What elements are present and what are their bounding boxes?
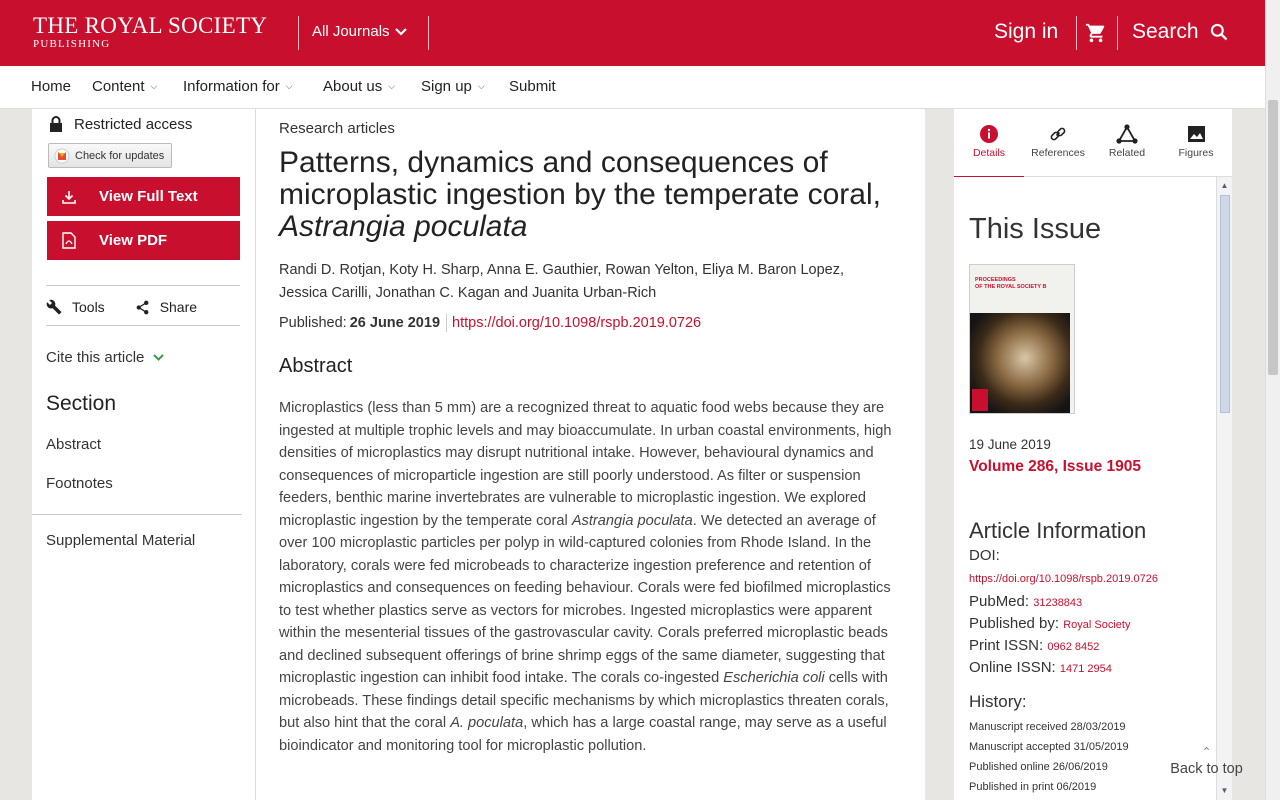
share-label: Share (159, 299, 198, 315)
right-panel (954, 109, 1232, 800)
pdf-icon (47, 232, 91, 249)
pubmed-label: PubMed: (969, 593, 1030, 610)
nav-submit-label: Submit (509, 78, 556, 95)
published-by-row (969, 615, 1131, 632)
main-nav (0, 66, 1265, 109)
chevron-up-icon: ⌃ (1201, 745, 1212, 759)
issue-cover-image[interactable] (969, 264, 1075, 414)
abstract-species: Escherichia coli (723, 670, 825, 686)
history-value: 28/03/2019 (1070, 721, 1126, 733)
online-issn-label: Online ISSN: (969, 659, 1056, 676)
chevron-down-icon (394, 27, 408, 37)
crossmark-icon (54, 148, 70, 164)
cart-icon[interactable] (1085, 22, 1107, 49)
print-issn-row (969, 637, 1099, 654)
online-issn-link[interactable]: 1471 2954 (1059, 663, 1112, 675)
cover-masthead (970, 265, 1074, 313)
doi-value-link[interactable]: https://doi.org/10.1098/rspb.2019.0726 (969, 573, 1158, 585)
page-scrollbar[interactable] (1265, 0, 1280, 800)
share-icon (135, 300, 150, 315)
scroll-down-icon[interactable]: ▼ (1220, 786, 1229, 795)
section-link-footnotes[interactable]: Footnotes (46, 475, 113, 492)
scrollbar-thumb[interactable] (1268, 100, 1278, 375)
related-icon (1092, 121, 1162, 147)
article-title (279, 147, 899, 243)
nav-home[interactable] (31, 78, 71, 95)
online-issn-row (969, 659, 1112, 676)
tab-details[interactable] (954, 121, 1024, 159)
panel-scrollbar[interactable] (1216, 177, 1232, 800)
tab-references-label: References (1031, 147, 1085, 159)
history-label: Published online (969, 761, 1050, 773)
abstract-part: , which has a large coastal range, may serve as a useful bioindicator and monitoring tool for microplastic pollution. (279, 715, 887, 754)
history-label: Manuscript accepted (969, 741, 1071, 753)
history-value: 06/2019 (1056, 781, 1097, 793)
article-main (256, 109, 925, 800)
chevron-down-icon (152, 353, 165, 362)
history-value: 26/06/2019 (1052, 761, 1108, 773)
cover-title: OF THE ROYAL SOCIETY B (975, 284, 1047, 290)
article-title-text: Patterns, dynamics and consequences of microplastic ingestion by the temperate coral, (279, 146, 881, 211)
chevron-down-icon: ⌵ (388, 81, 396, 91)
print-issn-link[interactable]: 0962 8452 (1047, 641, 1100, 653)
image-icon (1161, 121, 1231, 147)
tools-share-row (46, 299, 197, 315)
tab-figures-label: Figures (1178, 147, 1214, 159)
published-date: 26 June 2019 (349, 315, 441, 331)
article-type: Research articles (279, 120, 395, 137)
abstract-part: . We detected an average of over 100 microplastic particles per polyp in wild-captured colonies from Rhode Island. In the laboratory, corals were fed microbeads to characterize ingestion preference and retention of microplastics and consequences on feeding behaviour. Corals were fed biofilmed microplastics to test whether plastics serve as vectors for microbes. Ingested microplastics were apparent within the mesenterial tissues of the gastrovascular cavity. Corals preferred microplastic beads and declined subsequent offerings of brine shrimp eggs of the same diameter, suggesting that microplastic ingestion can inhibit food intake. The corals co-ingested (279, 512, 891, 686)
tab-related[interactable] (1092, 121, 1162, 159)
view-pdf-button[interactable] (47, 221, 240, 260)
abstract-species: A. poculata (450, 715, 524, 731)
tab-references[interactable] (1023, 121, 1093, 159)
download-icon (47, 189, 91, 205)
doi-link[interactable]: https://doi.org/10.1098/rspb.2019.0726 (452, 315, 702, 331)
search-icon (1209, 22, 1229, 42)
header-divider (428, 16, 429, 50)
all-journals-label: All Journals (312, 23, 390, 40)
tools-label: Tools (72, 299, 105, 315)
history-row (969, 761, 1108, 773)
header-divider (1117, 16, 1118, 50)
nav-home-label: Home (31, 78, 72, 95)
search-label: Search (1132, 20, 1199, 43)
volume-issue-link[interactable]: Volume 286, Issue 1905 (969, 458, 1142, 475)
tab-related-label: Related (1108, 147, 1146, 159)
tab-details-label: Details (972, 147, 1006, 159)
nav-content-label: Content (92, 78, 145, 95)
section-link-abstract[interactable]: Abstract (46, 436, 102, 453)
sign-in-link[interactable]: Sign in (994, 20, 1059, 43)
royal-society-logo (972, 389, 988, 411)
check-for-updates-label: Check for updates (75, 149, 165, 162)
wrench-icon (46, 299, 62, 315)
info-icon (954, 121, 1024, 147)
link-icon (1023, 121, 1093, 147)
article-authors (279, 259, 899, 305)
divider (446, 314, 447, 332)
nav-submit[interactable] (509, 78, 556, 95)
scrollbar-thumb[interactable] (1220, 195, 1230, 413)
royal-society-logo[interactable] (33, 14, 267, 50)
print-issn-label: Print ISSN: (969, 637, 1044, 654)
chevron-down-icon: ⌵ (285, 81, 293, 91)
history-row (969, 721, 1126, 733)
history-label: Published in print (969, 781, 1054, 793)
nav-about-us[interactable] (323, 78, 395, 95)
nav-content[interactable] (92, 78, 157, 95)
lock-icon (48, 115, 64, 133)
tools-button[interactable] (46, 299, 105, 315)
check-for-updates-button[interactable] (48, 143, 172, 168)
divider (46, 325, 240, 326)
logo-main-text: THE ROYAL SOCIETY (33, 13, 268, 38)
abstract-part: cells with microbeads. These findings detail specific mechanisms by which microplastics threaten corals, but also hint that the coral (279, 670, 889, 731)
view-full-text-button[interactable] (47, 177, 240, 216)
cite-this-article-label: Cite this article (46, 349, 145, 366)
cite-this-article-toggle[interactable] (46, 349, 165, 366)
chevron-down-icon: ⌵ (150, 81, 158, 91)
doi-label: DOI: (969, 547, 1000, 564)
article-information-heading: Article Information (969, 518, 1147, 543)
section-heading: Section (46, 392, 117, 415)
pubmed-link[interactable]: 31238843 (1033, 597, 1083, 609)
supplemental-material-link[interactable]: Supplemental Material (46, 532, 196, 549)
this-issue-heading: This Issue (969, 213, 1102, 245)
header-divider (298, 16, 299, 50)
published-label: Published: (279, 315, 347, 331)
header-divider (1076, 16, 1077, 50)
abstract-heading: Abstract (279, 355, 353, 377)
nav-information-for-label: Information for (183, 78, 280, 95)
restricted-access-label: Restricted access (74, 115, 193, 133)
issue-date: 19 June 2019 (969, 437, 1051, 452)
logo-sub-text: PUBLISHING (33, 38, 111, 50)
history-row (969, 741, 1129, 753)
detail-tabs (954, 109, 1232, 177)
history-label: Manuscript received (969, 721, 1068, 733)
history-row (969, 781, 1096, 793)
view-pdf-label: View PDF (99, 232, 168, 249)
authors-line[interactable]: Jessica Carilli, Jonathan C. Kagan and Juanita Urban-Rich (279, 285, 657, 301)
cover-title: PROCEEDINGS (975, 277, 1016, 283)
back-to-top-button[interactable] (1164, 745, 1249, 777)
all-journals-dropdown[interactable] (312, 23, 408, 40)
abstract-text (279, 397, 894, 757)
view-full-text-label: View Full Text (99, 188, 198, 205)
nav-sign-up[interactable] (421, 78, 485, 95)
chevron-down-icon: ⌵ (477, 81, 485, 91)
authors-line[interactable]: Randi D. Rotjan, Koty H. Sharp, Anna E. Gauthier, Rowan Yelton, Eliya M. Baron Lopez, (279, 262, 845, 278)
nav-information-for[interactable] (183, 78, 293, 95)
pubmed-row (969, 593, 1082, 610)
share-button[interactable] (135, 299, 197, 315)
article-title-species: Astrangia poculata (279, 210, 528, 243)
published-by-label: Published by: (969, 615, 1060, 632)
publication-info (279, 314, 701, 332)
abstract-part: Microplastics (less than 5 mm) are a recognized threat to aquatic food webs because they are ingested at multiple trophic levels and may bioaccumulate. In urban coastal environments, high densities of microplastics may disrupt nutritional intake. However, behavioural dynamics and consequences of microparticle ingestion are still poorly understood. As filter or suspension feeders, benthic marine invertebrates are vulnerable to microplastic ingestion. We explored microplastic ingestion by the temperate coral (279, 400, 892, 529)
history-value: 31/05/2019 (1073, 741, 1129, 753)
history-heading: History: (969, 692, 1027, 711)
restricted-access (48, 115, 192, 133)
divider (46, 285, 240, 286)
back-to-top-label: Back to top (1170, 761, 1243, 777)
tab-figures[interactable] (1161, 121, 1231, 159)
divider (32, 514, 242, 515)
left-sidebar (32, 109, 256, 800)
nav-about-us-label: About us (323, 78, 383, 95)
search-button[interactable] (1132, 20, 1229, 44)
publisher-link[interactable]: Royal Society (1063, 619, 1131, 631)
scroll-up-icon[interactable]: ▲ (1220, 181, 1229, 190)
site-header (0, 0, 1265, 66)
nav-sign-up-label: Sign up (421, 78, 472, 95)
abstract-species: Astrangia poculata (571, 512, 693, 529)
